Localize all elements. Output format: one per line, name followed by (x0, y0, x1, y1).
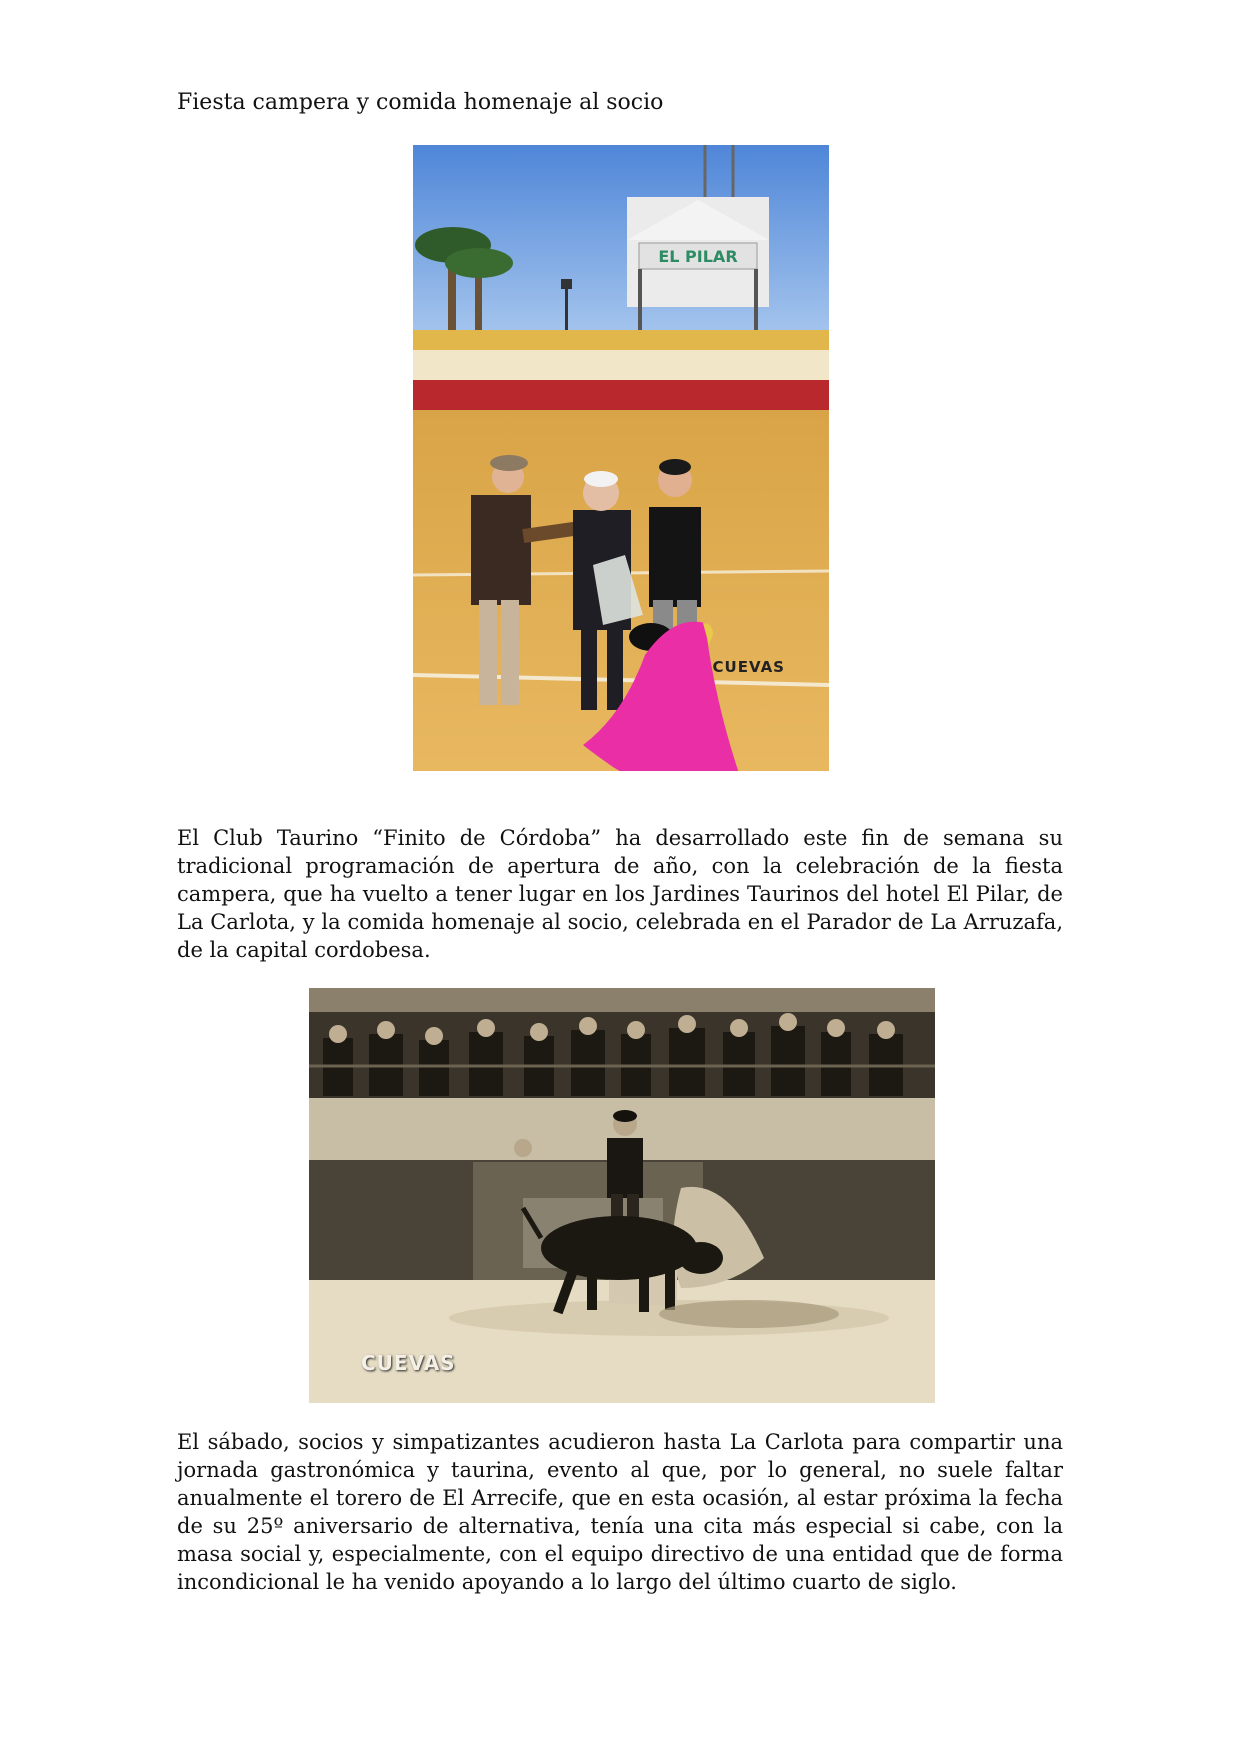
paragraph-line: masa social y, especialmente, con el equipo directivo de una entidad que de forma (177, 1542, 1063, 1566)
paragraph-line: La Carlota, y la comida homenaje al socio, celebrada en el Parador de La Arruzafa, (177, 910, 1063, 934)
photo-presentation-bullring (413, 145, 829, 771)
paragraph-saturday (177, 1428, 1063, 1596)
photo-watermark: CUEVAS (361, 1351, 456, 1375)
photo-presentation-illustration (413, 145, 829, 771)
paragraph-line: tradicional programación de apertura de año, con la celebración de la fiesta (177, 854, 1063, 878)
paragraph-line: anualmente el torero de El Arrecife, que en esta ocasión, al estar próxima la fecha (177, 1486, 1063, 1510)
el-pilar-sign: EL PILAR (658, 247, 738, 266)
photo-tienta-sepia (309, 988, 935, 1403)
photo-tienta-illustration (309, 988, 935, 1403)
section-heading: Fiesta campera y comida homenaje al socio (177, 90, 664, 115)
paragraph-line: de su 25º aniversario de alternativa, tenía una cita más especial si cabe, con la (177, 1514, 1063, 1538)
paragraph-line: campera, que ha vuelto a tener lugar en los Jardines Taurinos del hotel El Pilar, de (177, 882, 1063, 906)
paragraph-intro (177, 824, 1063, 964)
paragraph-line: El Club Taurino “Finito de Córdoba” ha desarrollado este fin de semana su (177, 826, 1063, 850)
paragraph-line: El sábado, socios y simpatizantes acudieron hasta La Carlota para compartir una (177, 1430, 1063, 1454)
paragraph-line: jornada gastronómica y taurina, evento al que, por lo general, no suele faltar (177, 1458, 1063, 1482)
paragraph-line: de la capital cordobesa. (177, 938, 431, 962)
paragraph-line: incondicional le ha venido apoyando a lo largo del último cuarto de siglo. (177, 1570, 957, 1594)
photo-watermark: CUEVAS (712, 658, 785, 676)
